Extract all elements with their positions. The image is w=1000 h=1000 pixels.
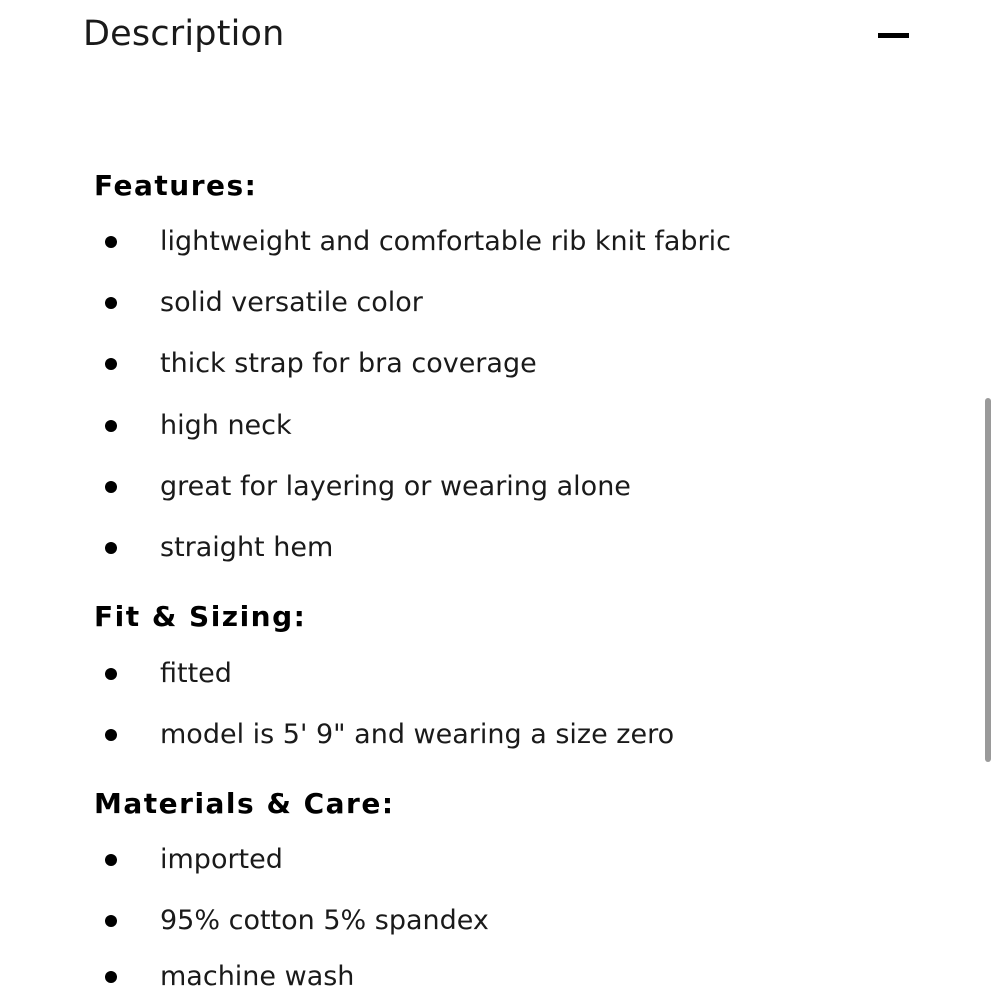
list-item	[94, 528, 894, 568]
bullet-icon	[105, 668, 117, 680]
list-item-text: high neck	[160, 410, 292, 441]
bullet-icon	[105, 971, 117, 983]
bullet-icon	[105, 854, 117, 866]
collapse-button[interactable]	[873, 20, 913, 50]
list-item	[94, 957, 894, 997]
list-item-text: thick strap for bra coverage	[160, 348, 537, 379]
list-item-text: model is 5' 9" and wearing a size zero	[160, 719, 675, 750]
list-item-text: solid versatile color	[160, 287, 423, 318]
bullet-icon	[105, 236, 117, 248]
list-item	[94, 654, 894, 694]
bullet-icon	[105, 915, 117, 927]
list-item-text: straight hem	[160, 532, 334, 563]
bullet-icon	[105, 542, 117, 554]
list-item-text: lightweight and comfortable rib knit fabric	[160, 226, 731, 257]
list-item	[94, 283, 894, 323]
list-item	[94, 344, 894, 384]
minus-icon	[878, 33, 909, 38]
list-item	[94, 901, 894, 941]
bullet-icon	[105, 481, 117, 493]
list-item	[94, 467, 894, 507]
list-item-text: 95% cotton 5% spandex	[160, 905, 489, 936]
materials-care-heading: Materials & Care:	[94, 787, 395, 820]
description-accordion-header[interactable]	[83, 10, 913, 60]
list-item-text: fitted	[160, 658, 232, 689]
list-item	[94, 715, 894, 755]
list-item	[94, 406, 894, 446]
bullet-icon	[105, 729, 117, 741]
bullet-icon	[105, 358, 117, 370]
list-item	[94, 840, 894, 880]
list-item	[94, 222, 894, 262]
fit-sizing-heading: Fit & Sizing:	[94, 600, 307, 633]
bullet-icon	[105, 420, 117, 432]
list-item-text: machine wash	[160, 961, 355, 992]
list-item-text: great for layering or wearing alone	[160, 471, 631, 502]
description-title: Description	[83, 14, 285, 54]
bullet-icon	[105, 297, 117, 309]
list-item-text: imported	[160, 844, 283, 875]
scrollbar-thumb[interactable]	[985, 398, 991, 762]
features-heading: Features:	[94, 169, 258, 202]
